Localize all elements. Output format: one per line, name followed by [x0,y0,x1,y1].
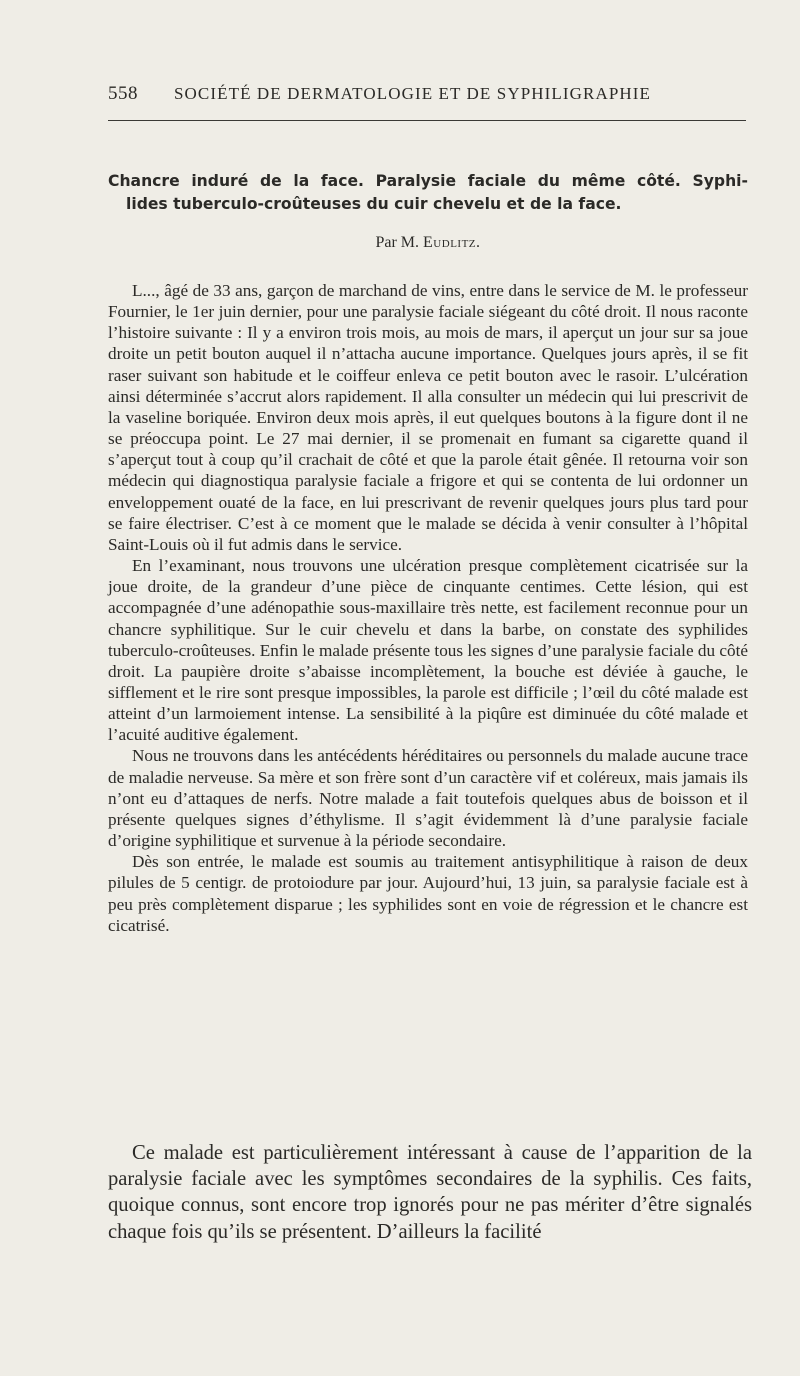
paragraph-5: Ce malade est particulièrement intéressant à cause de l’apparition de la paralysie faciale avec les symptômes secondaires de la syphilis. Ces faits, quoique connus, sont encore trop ignorés pour ne pas mériter d’être signalés chaque fois qu’ils se présentent. D’ailleurs la facilité [108,1142,752,1243]
author-name: Eudlitz. [423,234,481,251]
paragraph-3: Nous ne trouvons dans les antécédents héréditaires ou personnels du malade aucune trace de maladie nerveuse. Sa mère et son frère sont d’un caractère vif et coléreux, mais jamais ils n’ont eu d’attaques de nerfs. Notre malade a fait toutefois quelques abus de boisson et il présente quelques signes d’éthylisme. Il s’agit évidemment là d’une paralysie faciale d’origine syphilitique et survenue à la période secondaire. [108,746,748,851]
article-title-line-2: lides tuberculo-croûteuses du cuir chevelu et de la face. [126,195,622,213]
article-title [108,170,748,216]
page-number: 558 [108,83,138,104]
article-body [108,280,748,936]
large-print-section [108,1140,752,1245]
paragraph-1: L..., âgé de 33 ans, garçon de marchand de vins, entre dans le service de M. le professeur Fournier, le 1er juin dernier, pour une paralysie faciale siégeant du côté droit. Il nous raconte l’histoire suivante : Il y a environ trois mois, au mois de mars, il aperçut un jour sur sa joue droite un petit bouton auquel il n’attacha aucune importance. Quelques jours après, il se fit raser suivant son habitude et le coiffeur enleva ce petit bouton avec le rasoir. L’ulcération ainsi déterminée s’accrut alors rapidement. Il alla consulter un médecin qui lui prescrivit de la vaseline boriquée. Environ deux mois après, il eut quelques boutons à la figure dont il ne se préoccupa point. Le 27 mai dernier, il se promenait en fumant sa cigarette quand il s’aperçut tout à coup qu’il crachait de côté et que la parole était gênée. Il retourna voir son médecin qui diagnostiqua paralysie faciale a frigore et qui se contenta de lui ordonner un enveloppement ouaté de la face, en lui prescrivant de revenir quelques jours plus tard pour se faire électriser. C’est à ce moment que le malade se décida à venir consulter à l’hôpital Saint-Louis où il fut admis dans le service. [108,281,748,554]
header-rule [108,120,746,121]
paragraph-4: Dès son entrée, le malade est soumis au traitement antisyphilitique à raison de deux pilules de 5 centigr. de protoiodure par jour. Aujourd’hui, 13 juin, sa paralysie faciale est à peu près complètement disparue ; les syphilides sont en voie de régression et le chancre est cicatrisé. [108,852,748,935]
paragraph-2: En l’examinant, nous trouvons une ulcération presque complètement cicatrisée sur la joue droite, de la grandeur d’une pièce de cinquante centimes. Cette lésion, qui est accompagnée d’une adénopathie sous-maxillaire très nette, est facilement reconnue pour un chancre syphilitique. Sur le cuir chevelu et dans la barbe, on constate des syphilides tuberculo-croûteuses. Enfin le malade présente tous les signes d’une paralysie faciale du côté droit. La paupière droite s’abaisse incomplètement, la bouche est déviée à gauche, le sifflement et le rire sont presque impossibles, la parole est difficile ; l’œil du côté malade est atteint d’un larmoiement intense. La sensibilité à la piqûre est diminuée du côté malade et l’acuité auditive également. [108,556,748,745]
byline [108,234,748,252]
article-title-line-1: Chancre induré de la face. Paralysie faciale du même côté. Syphi- [108,172,748,190]
byline-prefix: Par M. [375,234,420,251]
journal-title: SOCIÉTÉ DE DERMATOLOGIE ET DE SYPHILIGRAPHIE [174,84,652,103]
running-head [108,83,748,107]
